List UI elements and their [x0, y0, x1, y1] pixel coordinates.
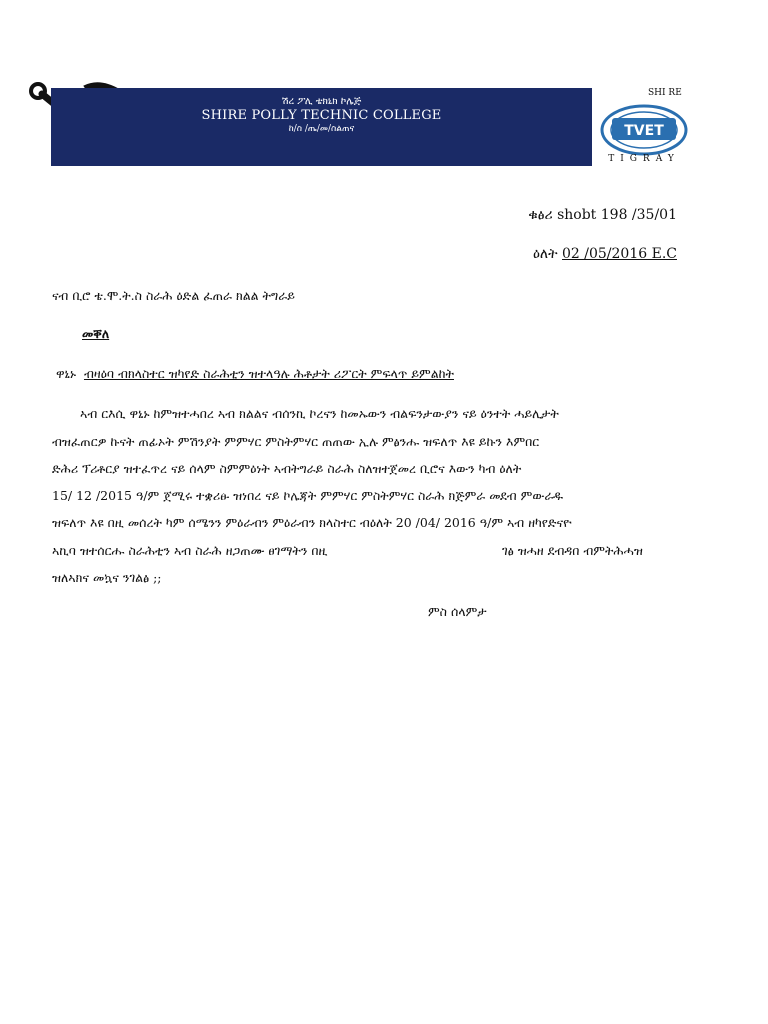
body-line: ዝፍለጥ እዩ በዚ መሰረት ካም ሰሜንን ምዕራብን ምዕራብን ክላስተር ብዕለት 20 /04/ 2016 ዓ/ም ኣብ ዘካየድናዮ [52, 515, 572, 530]
reference-number [528, 207, 677, 223]
body-line: ብዝፈጠርዎ ኩናት ጠፊኦት ምሽንያት ምምሃር ምስትምሃር ጠጠው ኢሉ ምፅንሑ ዝፍለጥ እዩ ይኩን እምበር [52, 434, 540, 449]
tvet-logo-icon [596, 86, 692, 166]
body-line: ኣኪባ ዝተሰርሑ ስራሕቲን ኣብ ስራሕ ዘጋጠሙ ፀገማትን በዚ [52, 543, 328, 558]
body-line: 15/ 12 /2015 ዓ/ም ጀሚሩ ተቋሪፁ ዝነበረ ናይ ኮሌጃት ምምሃር ምስትምሃር ስራሕ ክጅምራ መደብ ምውራዱ [52, 488, 564, 503]
letter-date [533, 246, 677, 262]
recipient-address: ናብ ቢሮ ቴ.ሞ.ት.ስ ስራሕ ዕድል ፈጠራ ክልል ትግራይ [52, 288, 295, 303]
college-name-tigrigna: ሽረ ፖሊ ቴክኒክ ኮሌጅ [281, 96, 362, 107]
tvet-logo-text: TVET [624, 123, 664, 139]
college-department: ከ/ስ /ጤ/መ/ስልጠና [288, 124, 355, 134]
reference-label: ቁፅሪ [528, 207, 553, 223]
body-line: ኣብ ርእሲ ዋኒኑ ከምዝተሓበረ ኣብ ክልልና ብሰንኪ ኮረናን ከመኡውን ብልፍንታውያን ናይ ዕንተት ሓይሊታት [80, 406, 559, 421]
recipient-city: መቐለ [82, 326, 110, 341]
college-name-english: SHIRE POLLY TECHNIC COLLEGE [201, 108, 442, 123]
subject-text: ብዛዕባ ብክላስተር ዝካየድ ስራሕቲን ዝተላዓሉ ሕቶታት ሪፖርት ምፍላጥ ይምልከት [83, 366, 454, 381]
college-header-banner [51, 88, 592, 166]
date-value: 02 /05/2016 E.C [562, 246, 677, 262]
body-line: ዝለኣክና መኳና ንገልፅ ;; [52, 570, 162, 585]
reference-value: shobt 198 /35/01 [557, 207, 677, 223]
body-line: ድሕሪ ፕሪቶርያ ዝተፈጥረ ናይ ሰላም ስምምዕነት ኣብትግራይ ስራሕ ስለዝተጀመረ ቢሮና እውን ካብ ዕለት [52, 461, 522, 476]
tvet-logo-region: TIGRAY [608, 154, 680, 164]
closing-greeting: ምስ ሰላምታ [428, 604, 487, 619]
body-line: ገፅ ዝሓዘ ደብዳበ ብምትሕሓዝ [502, 543, 643, 558]
date-label: ዕለት [532, 246, 558, 262]
subject-prefix: ዋኒኑ [56, 366, 77, 381]
tvet-logo-top-label: SHI RE [648, 88, 682, 98]
subject-line [56, 366, 454, 382]
